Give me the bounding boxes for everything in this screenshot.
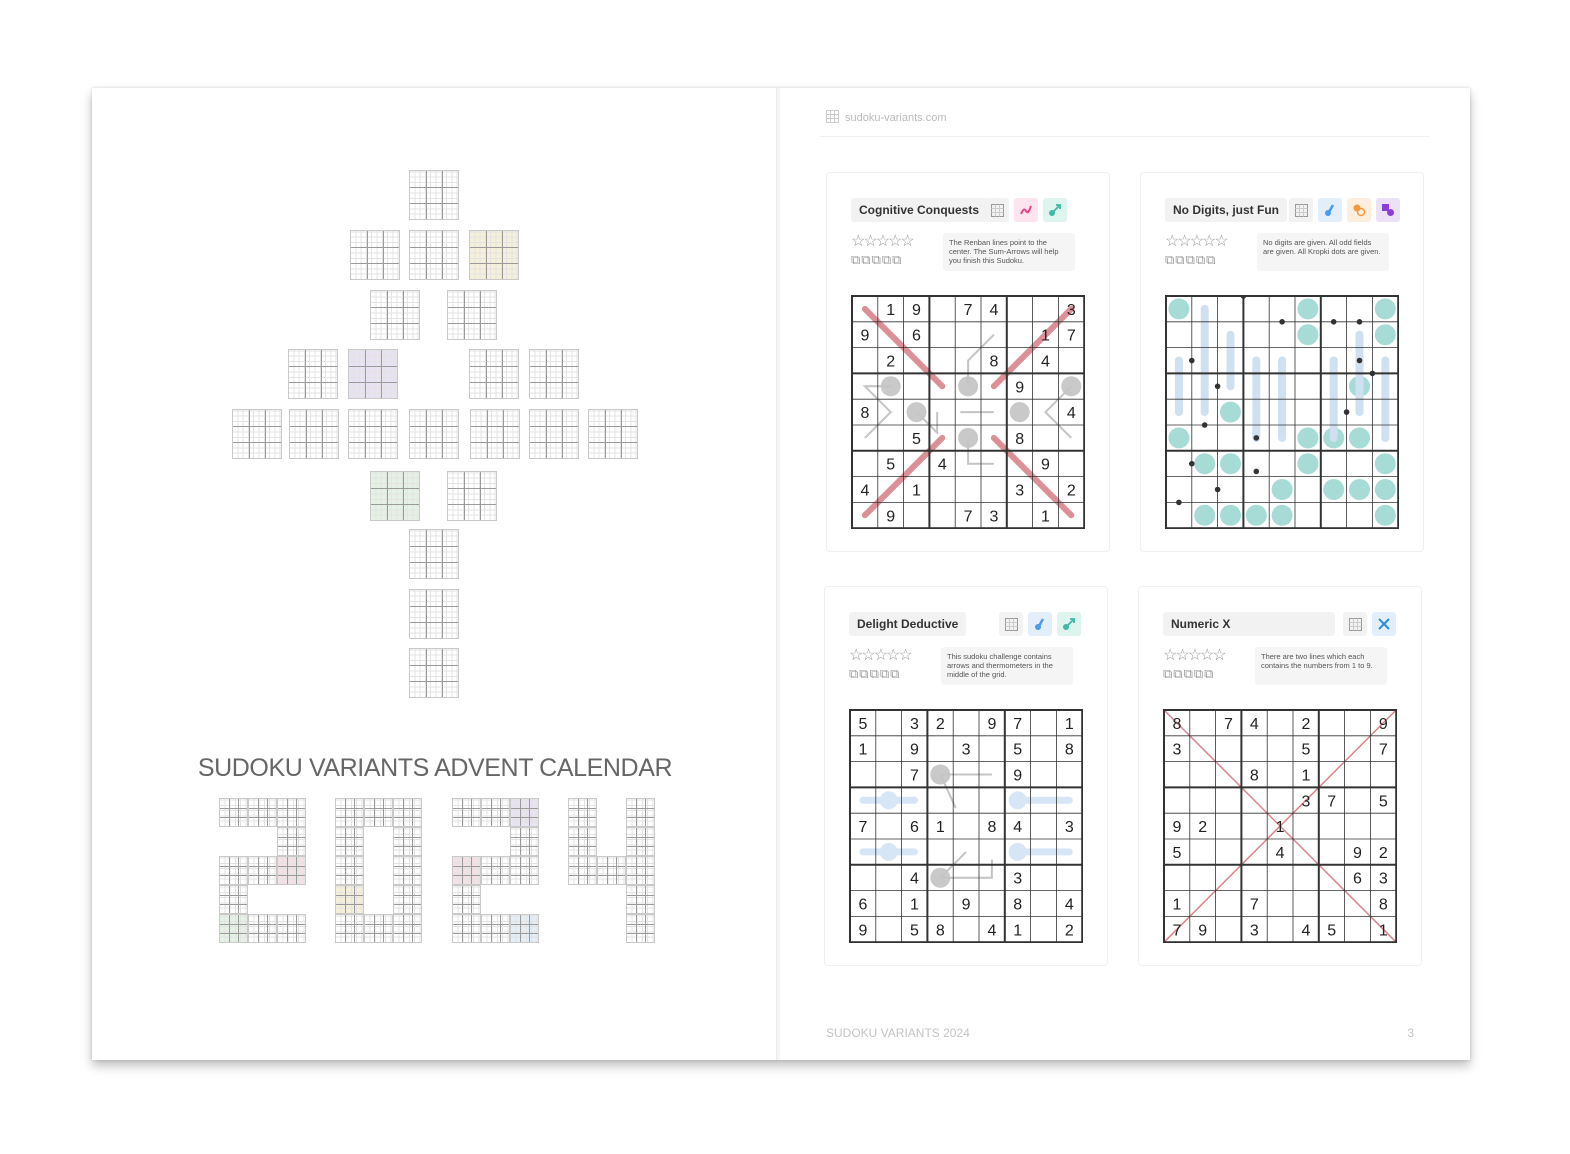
odd-circle	[1220, 505, 1241, 526]
thermo-bulb	[880, 843, 898, 861]
mini-puzzle-thumbnail	[370, 471, 420, 521]
given-digit: 4	[1275, 844, 1285, 862]
grid-icon	[1289, 198, 1313, 222]
mini-puzzle-thumbnail	[529, 409, 579, 459]
given-digit: 8	[860, 405, 870, 423]
mini-puzzle-thumbnail	[335, 798, 364, 827]
mini-puzzle-thumbnail	[248, 856, 277, 885]
given-digit: 4	[1249, 715, 1259, 733]
mini-puzzle-thumbnail	[409, 529, 459, 579]
given-digit: 3	[1066, 301, 1076, 319]
right-page	[780, 88, 1470, 1060]
given-digit: 1	[910, 896, 919, 914]
mini-puzzle-thumbnail	[232, 409, 282, 459]
given-digit: 9	[860, 327, 870, 345]
footer-title: SUDOKU VARIANTS 2024	[826, 1026, 970, 1040]
grid-logo-icon	[826, 110, 839, 123]
mini-puzzle-thumbnail	[469, 349, 519, 399]
sudoku-grid[interactable]	[1165, 295, 1399, 529]
mini-puzzle-thumbnail	[481, 798, 510, 827]
odd-circle	[1220, 453, 1241, 474]
mini-puzzle-thumbnail	[348, 349, 398, 399]
mini-puzzle-thumbnail	[277, 856, 306, 885]
arrow-bulb	[1010, 402, 1030, 422]
mini-puzzle-thumbnail	[409, 589, 459, 639]
piece-rating: ⧉⧉⧉⧉⧉	[1163, 666, 1215, 681]
mini-puzzle-thumbnail	[588, 409, 638, 459]
given-digit: 7	[963, 508, 973, 526]
mini-puzzle-thumbnail	[370, 290, 420, 340]
mini-puzzle-thumbnail	[452, 856, 481, 885]
kropki-dot	[1357, 358, 1363, 364]
grid-icon	[1343, 612, 1367, 636]
mini-puzzle-thumbnail	[219, 856, 248, 885]
mini-puzzle-thumbnail	[510, 827, 539, 856]
puzzle-card[interactable]	[824, 586, 1108, 966]
left-page	[92, 88, 779, 1060]
mini-puzzle-thumbnail	[364, 914, 393, 943]
mini-puzzle-thumbnail	[452, 914, 481, 943]
difficulty-stars: ☆☆☆☆☆	[1163, 647, 1225, 664]
puzzle-card[interactable]	[1138, 586, 1422, 966]
given-digit: 5	[912, 430, 921, 448]
mini-puzzle-thumbnail	[626, 885, 655, 914]
given-digit: 3	[1249, 922, 1259, 940]
given-digit: 4	[1066, 405, 1076, 423]
given-digit: 2	[1301, 715, 1311, 733]
given-digit: 7	[963, 301, 973, 319]
mini-puzzle-thumbnail	[481, 856, 510, 885]
given-digit: 8	[1172, 715, 1182, 733]
sudoku-grid[interactable]	[851, 295, 1085, 529]
given-digit: 9	[1353, 844, 1362, 862]
kropki-icon	[1376, 198, 1400, 222]
given-digit: 1	[1172, 896, 1182, 914]
given-digit: 3	[1301, 793, 1311, 811]
given-digit: 9	[1378, 715, 1388, 733]
mini-puzzle-thumbnail	[568, 856, 597, 885]
odd-circle	[1272, 505, 1293, 526]
given-digit: 2	[1198, 819, 1208, 837]
given-digit: 3	[1013, 870, 1023, 888]
puzzle-title: Cognitive Conquests	[851, 198, 987, 222]
mini-puzzle-thumbnail	[277, 914, 306, 943]
given-digit: 9	[910, 741, 919, 759]
mini-puzzle-thumbnail	[393, 798, 422, 827]
odd-circle	[1194, 505, 1215, 526]
odd-circle	[1272, 479, 1293, 500]
puzzle-icons	[985, 198, 1067, 222]
given-digit: 4	[910, 870, 919, 888]
given-digit: 2	[1064, 922, 1074, 940]
given-digit: 3	[1064, 819, 1074, 837]
given-digit: 3	[910, 715, 919, 733]
mini-puzzle-thumbnail	[335, 827, 364, 856]
given-digit: 6	[912, 327, 921, 345]
mini-puzzle-thumbnail	[288, 349, 338, 399]
odd-circle	[1349, 427, 1370, 448]
mini-puzzle-thumbnail	[289, 409, 339, 459]
mini-puzzle-thumbnail	[335, 856, 364, 885]
odd-circle	[1375, 479, 1396, 500]
difficulty-stars: ☆☆☆☆☆	[849, 647, 911, 664]
mini-puzzle-thumbnail	[409, 170, 459, 220]
odd-circle	[1194, 453, 1215, 474]
given-digit: 5	[910, 922, 919, 940]
odd-circle	[1297, 324, 1318, 345]
site-url[interactable]: sudoku-variants.com	[845, 112, 947, 124]
sudoku-grid[interactable]	[1163, 709, 1397, 943]
odd-circle	[1349, 479, 1370, 500]
given-digit: 7	[1066, 327, 1076, 345]
given-digit: 1	[1301, 767, 1311, 785]
odd-circle	[1297, 427, 1318, 448]
given-digit: 1	[1064, 715, 1074, 733]
odd-even-icon	[1347, 198, 1371, 222]
puzzle-title: Numeric X	[1163, 612, 1335, 636]
mini-puzzle-thumbnail	[277, 827, 306, 856]
given-digit: 9	[1015, 379, 1025, 397]
sum-arrow-icon	[1043, 198, 1067, 222]
given-digit: 2	[1378, 844, 1388, 862]
odd-circle	[1297, 453, 1318, 474]
thermo-bulb	[1009, 843, 1027, 861]
given-digit: 1	[1378, 922, 1388, 940]
mini-puzzle-thumbnail	[393, 827, 422, 856]
given-digit: 3	[961, 741, 971, 759]
given-digit: 9	[1041, 456, 1050, 474]
difficulty-stars: ☆☆☆☆☆	[1165, 233, 1227, 250]
given-digit: 4	[987, 922, 997, 940]
given-digit: 9	[886, 508, 896, 526]
thermo-bulb	[880, 791, 898, 809]
given-digit: 3	[989, 508, 999, 526]
odd-circle	[1375, 505, 1396, 526]
thermometer-icon	[1318, 198, 1342, 222]
odd-circle	[1375, 298, 1396, 319]
given-digit: 7	[1378, 741, 1388, 759]
mini-puzzle-thumbnail	[364, 798, 393, 827]
mini-puzzle-thumbnail	[447, 290, 497, 340]
odd-circle	[1375, 324, 1396, 345]
mini-puzzle-thumbnail	[335, 914, 364, 943]
odd-circle	[1297, 298, 1318, 319]
mini-puzzle-thumbnail	[393, 885, 422, 914]
given-digit: 8	[1249, 767, 1259, 785]
thermometer-icon	[1028, 612, 1052, 636]
given-digit: 5	[1172, 844, 1182, 862]
mini-puzzle-thumbnail	[626, 914, 655, 943]
given-digit: 4	[937, 456, 947, 474]
given-digit: 6	[858, 896, 868, 914]
given-digit: 1	[1041, 508, 1050, 526]
kropki-dot	[1254, 435, 1260, 441]
mini-puzzle-thumbnail	[277, 798, 306, 827]
given-digit: 5	[886, 456, 896, 474]
puzzle-description: The Renban lines point to the center. The Sum-Arrows will help you finish this Sudoku.	[943, 233, 1075, 271]
given-digit: 5	[1301, 741, 1311, 759]
mini-puzzle-thumbnail	[626, 827, 655, 856]
mini-puzzle-thumbnail	[469, 230, 519, 280]
given-digit: 9	[1013, 767, 1023, 785]
odd-circle	[1323, 479, 1344, 500]
given-digit: 1	[886, 301, 896, 319]
given-digit: 7	[1327, 793, 1337, 811]
given-digit: 9	[1172, 819, 1182, 837]
given-digit: 6	[910, 819, 919, 837]
puzzle-description: This sudoku challenge contains arrows and thermometers in the middle of the grid.	[941, 647, 1073, 685]
puzzle-card[interactable]	[1140, 172, 1424, 552]
given-digit: 3	[1378, 870, 1388, 888]
mini-puzzle-thumbnail	[409, 230, 459, 280]
given-digit: 5	[1013, 741, 1023, 759]
piece-rating: ⧉⧉⧉⧉⧉	[849, 666, 901, 681]
odd-circle	[1220, 402, 1241, 423]
piece-rating: ⧉⧉⧉⧉⧉	[1165, 252, 1217, 267]
puzzle-title: Delight Deductive	[849, 612, 966, 636]
page-number: 3	[1407, 1026, 1414, 1040]
given-digit: 1	[1013, 922, 1023, 940]
given-digit: 4	[1041, 353, 1050, 371]
given-digit: 1	[912, 482, 921, 500]
given-digit: 7	[1224, 715, 1233, 733]
given-digit: 1	[858, 741, 868, 759]
given-digit: 7	[1172, 922, 1182, 940]
mini-puzzle-thumbnail	[393, 914, 422, 943]
kropki-dot	[1254, 469, 1260, 475]
puzzle-icons	[1343, 612, 1396, 636]
mini-puzzle-thumbnail	[219, 885, 248, 914]
puzzle-card[interactable]	[826, 172, 1110, 552]
given-digit: 3	[1015, 482, 1025, 500]
given-digit: 7	[858, 819, 868, 837]
given-digit: 9	[912, 301, 921, 319]
mini-puzzle-thumbnail	[248, 798, 277, 827]
open-book	[92, 88, 1470, 1060]
mini-puzzle-thumbnail	[529, 349, 579, 399]
mini-puzzle-thumbnail	[626, 856, 655, 885]
given-digit: 4	[989, 301, 999, 319]
given-digit: 8	[935, 922, 945, 940]
given-digit: 1	[1275, 819, 1285, 837]
given-digit: 4	[860, 482, 870, 500]
mini-puzzle-thumbnail	[626, 798, 655, 827]
mini-puzzle-thumbnail	[219, 914, 248, 943]
given-digit: 3	[1172, 741, 1182, 759]
site-header[interactable]	[826, 110, 947, 124]
mini-puzzle-thumbnail	[568, 798, 597, 827]
given-digit: 4	[1013, 819, 1023, 837]
given-digit: 2	[1066, 482, 1076, 500]
odd-circle	[1375, 453, 1396, 474]
thermo-bulb	[1009, 791, 1027, 809]
mini-puzzle-thumbnail	[409, 648, 459, 698]
given-digit: 9	[961, 896, 971, 914]
mini-puzzle-thumbnail	[350, 230, 400, 280]
mini-puzzle-thumbnail	[481, 914, 510, 943]
mini-puzzle-thumbnail	[510, 798, 539, 827]
mini-puzzle-thumbnail	[452, 885, 481, 914]
given-digit: 6	[1353, 870, 1362, 888]
difficulty-stars: ☆☆☆☆☆	[851, 233, 913, 250]
given-digit: 5	[1378, 793, 1388, 811]
mini-puzzle-thumbnail	[248, 914, 277, 943]
renban-line-icon	[1014, 198, 1038, 222]
given-digit: 7	[1249, 896, 1259, 914]
mini-puzzle-thumbnail	[447, 471, 497, 521]
mini-puzzle-thumbnail	[470, 409, 520, 459]
given-digit: 8	[1015, 430, 1025, 448]
given-digit: 5	[1327, 922, 1337, 940]
mini-puzzle-thumbnail	[452, 798, 481, 827]
mini-puzzle-thumbnail	[335, 885, 364, 914]
odd-circle	[1168, 427, 1189, 448]
given-digit: 1	[1041, 327, 1050, 345]
given-digit: 9	[1198, 922, 1208, 940]
header-divider	[820, 136, 1430, 137]
grid-icon	[985, 198, 1009, 222]
puzzle-icons	[999, 612, 1081, 636]
given-digit: 8	[989, 353, 999, 371]
given-digit: 2	[935, 715, 945, 733]
given-digit: 4	[1301, 922, 1311, 940]
given-digit: 4	[1064, 896, 1074, 914]
puzzle-description: No digits are given. All odd fields are given. All Kropki dots are given.	[1257, 233, 1389, 271]
sudoku-grid[interactable]	[849, 709, 1083, 943]
given-digit: 8	[1378, 896, 1388, 914]
given-digit: 9	[858, 922, 868, 940]
mini-puzzle-thumbnail	[393, 856, 422, 885]
mini-puzzle-thumbnail	[348, 409, 398, 459]
odd-circle	[1168, 298, 1189, 319]
x-diagonal-icon	[1372, 612, 1396, 636]
mini-puzzle-thumbnail	[510, 856, 539, 885]
given-digit: 8	[1064, 741, 1074, 759]
odd-circle	[1246, 505, 1267, 526]
calendar-title: SUDOKU VARIANTS ADVENT CALENDAR	[197, 754, 673, 782]
given-digit: 2	[886, 353, 896, 371]
given-digit: 8	[987, 819, 997, 837]
puzzle-title: No Digits, just Fun	[1165, 198, 1287, 222]
puzzle-description: There are two lines which each contains the numbers from 1 to 9.	[1255, 647, 1387, 685]
mini-puzzle-thumbnail	[409, 409, 459, 459]
mini-puzzle-thumbnail	[568, 827, 597, 856]
piece-rating: ⧉⧉⧉⧉⧉	[851, 252, 903, 267]
given-digit: 7	[1013, 715, 1023, 733]
given-digit: 1	[935, 819, 945, 837]
sum-arrow-icon	[1057, 612, 1081, 636]
puzzle-icons	[1289, 198, 1400, 222]
given-digit: 9	[987, 715, 997, 733]
mini-puzzle-thumbnail	[219, 798, 248, 827]
given-digit: 5	[858, 715, 868, 733]
mini-puzzle-thumbnail	[597, 856, 626, 885]
grid-icon	[999, 612, 1023, 636]
given-digit: 8	[1013, 896, 1023, 914]
mini-puzzle-thumbnail	[510, 914, 539, 943]
given-digit: 7	[910, 767, 919, 785]
